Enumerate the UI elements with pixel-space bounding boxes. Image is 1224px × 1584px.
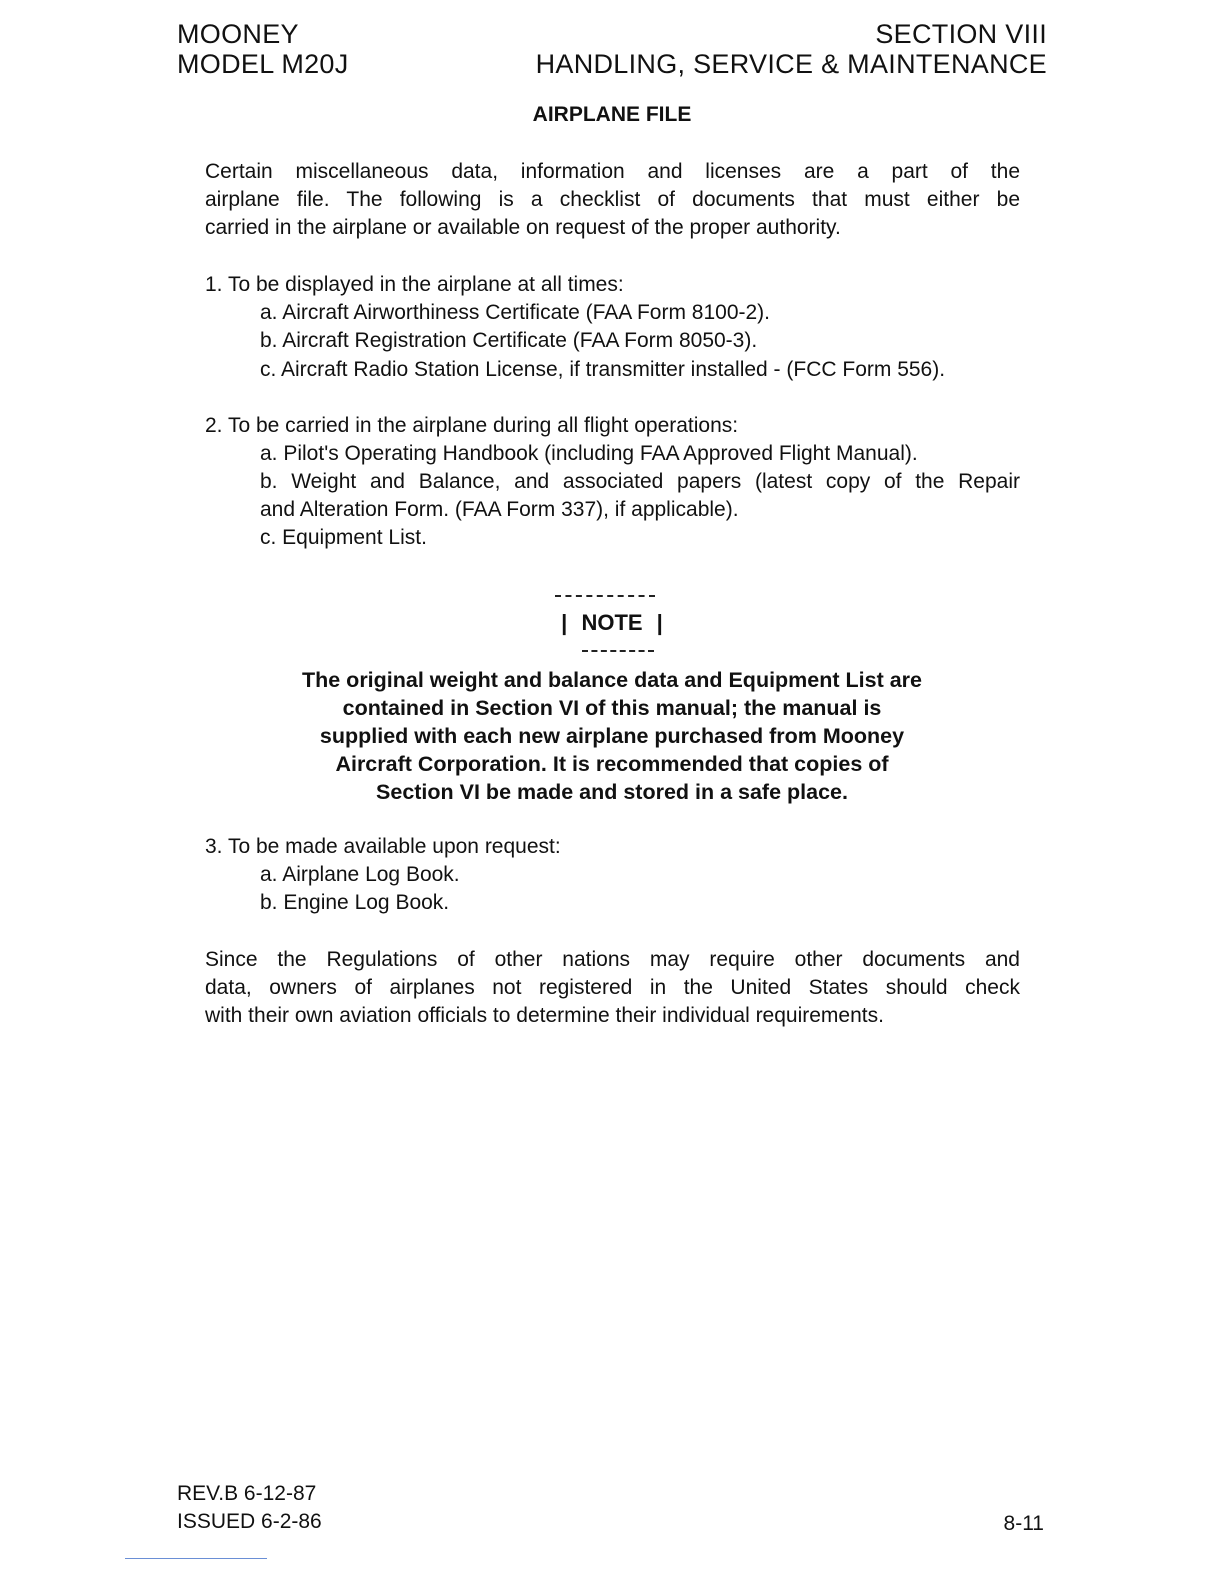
header-model: MODEL M20J bbox=[177, 49, 349, 79]
intro-line-1: Certain miscellaneous data, information and licenses are a part of the bbox=[205, 160, 1020, 183]
list3-heading: 3. To be made available upon request: bbox=[205, 835, 561, 858]
closing-line-1: Since the Regulations of other nations may require other documents and bbox=[205, 948, 1020, 971]
note-top-rule bbox=[555, 595, 655, 597]
note-line-5: Section VI be made and stored in a safe place. bbox=[376, 780, 848, 804]
note-bottom-rule bbox=[582, 650, 654, 652]
list1-item-a: a. Aircraft Airworthiness Certificate (FAA Form 8100-2). bbox=[260, 301, 771, 324]
header-manufacturer: MOONEY bbox=[177, 19, 299, 49]
list2-item-c: c. Equipment List. bbox=[260, 526, 427, 549]
list3-item-a: a. Airplane Log Book. bbox=[260, 863, 460, 886]
footer-revision: REV.B 6-12-87 bbox=[177, 1482, 317, 1505]
note-line-3: supplied with each new airplane purchased from Mooney bbox=[319, 724, 905, 748]
page-title: AIRPLANE FILE bbox=[532, 103, 692, 126]
bottom-link-rule bbox=[125, 1558, 267, 1559]
list2-item-a: a. Pilot's Operating Handbook (including FAA Approved Flight Manual). bbox=[260, 442, 918, 465]
list2-item-b-line-2: and Alteration Form. (FAA Form 337), if applicable). bbox=[260, 498, 739, 521]
list1-heading: 1. To be displayed in the airplane at all times: bbox=[205, 273, 624, 296]
list2-heading: 2. To be carried in the airplane during all flight operations: bbox=[205, 414, 739, 437]
note-line-4: Aircraft Corporation. It is recommended that copies of bbox=[335, 752, 889, 776]
footer-page-number: 8-11 bbox=[1003, 1512, 1044, 1535]
note-label: | NOTE | bbox=[561, 610, 663, 635]
intro-line-2: airplane file. The following is a checklist of documents that must either be bbox=[205, 188, 1020, 211]
list3-item-b: b. Engine Log Book. bbox=[260, 891, 450, 914]
note-line-1: The original weight and balance data and Equipment List are bbox=[301, 668, 922, 692]
note-line-2: contained in Section VI of this manual; the manual is bbox=[342, 696, 882, 720]
closing-line-3: with their own aviation officials to determine their individual requirements. bbox=[205, 1004, 884, 1027]
footer-issued: ISSUED 6-2-86 bbox=[177, 1510, 322, 1533]
list2-item-b-line-1: b. Weight and Balance, and associated papers (latest copy of the Repair bbox=[260, 470, 1020, 493]
header-section: SECTION VIII bbox=[875, 19, 1047, 49]
list1-item-c: c. Aircraft Radio Station License, if transmitter installed - (FCC Form 556). bbox=[260, 358, 946, 381]
closing-line-2: data, owners of airplanes not registered in the United States should check bbox=[205, 976, 1020, 999]
intro-line-3: carried in the airplane or available on request of the proper authority. bbox=[205, 216, 841, 239]
header-section-title: HANDLING, SERVICE & MAINTENANCE bbox=[535, 49, 1047, 79]
list1-item-b: b. Aircraft Registration Certificate (FAA Form 8050-3). bbox=[260, 329, 758, 352]
